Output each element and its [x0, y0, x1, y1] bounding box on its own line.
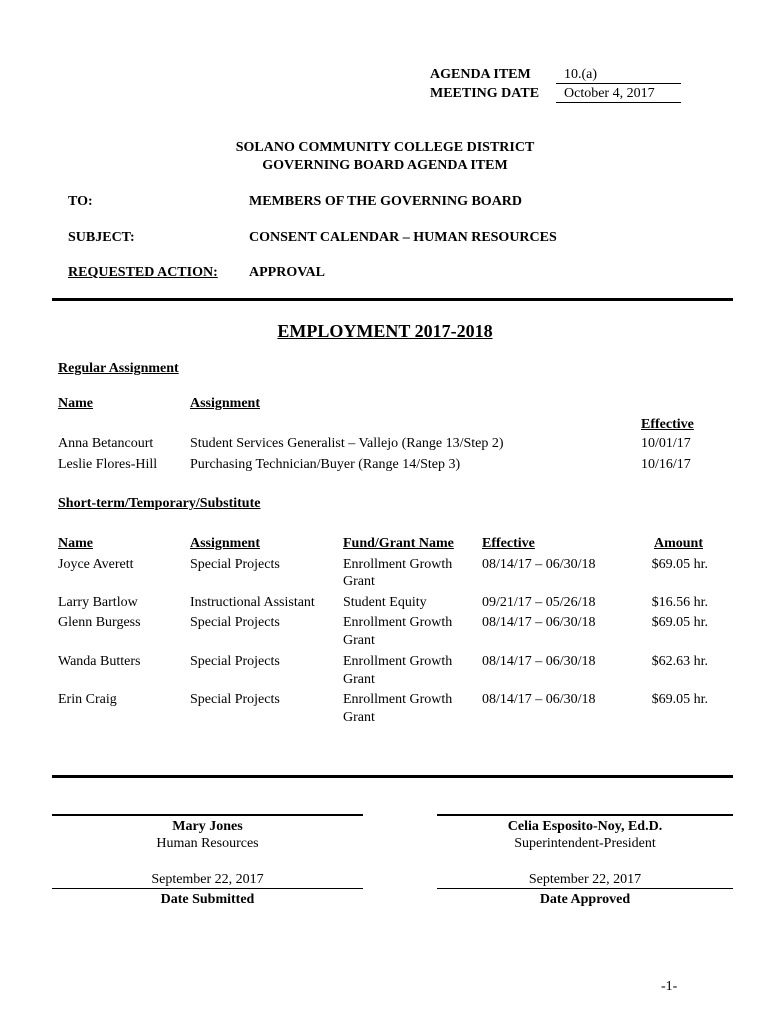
regular-row-assignment: Purchasing Technician/Buyer (Range 14/Step 3): [190, 457, 461, 472]
temp-row-name: Erin Craig: [58, 692, 117, 707]
approver-name: Celia Esposito-Noy, Ed.D.: [507, 819, 663, 834]
submitter-name: Mary Jones: [172, 819, 243, 834]
temp-row-fund-cont: Grant: [343, 574, 375, 589]
temp-row-amount: $62.63 hr.: [651, 654, 708, 669]
temp-row-effective: 09/21/17 – 05/26/18: [482, 595, 596, 610]
page-number: -1-: [661, 979, 678, 994]
subject-value: CONSENT CALENDAR – HUMAN RESOURCES: [249, 230, 557, 245]
temp-row-assignment: Special Projects: [190, 654, 280, 669]
date-submitted-label: Date Submitted: [160, 892, 255, 907]
regular-section-title: Regular Assignment: [58, 361, 179, 376]
temp-row-name: Larry Bartlow: [58, 595, 138, 610]
temp-row-effective: 08/14/17 – 06/30/18: [482, 692, 596, 707]
temp-row-amount: $69.05 hr.: [651, 557, 708, 572]
regular-row-name: Leslie Flores-Hill: [58, 457, 158, 472]
temp-row-fund: Enrollment Growth: [343, 654, 453, 669]
temp-row-assignment: Special Projects: [190, 557, 280, 572]
temp-row-assignment: Special Projects: [190, 692, 280, 707]
divider-top: [52, 298, 733, 301]
subject-label: SUBJECT:: [68, 230, 135, 245]
agenda-title: GOVERNING BOARD AGENDA ITEM: [262, 158, 508, 173]
signature-line-left: [52, 814, 363, 816]
agenda-item-label: AGENDA ITEM: [430, 67, 531, 82]
meeting-date-label: MEETING DATE: [430, 86, 540, 101]
regular-row-assignment: Student Services Generalist – Vallejo (Range 13/Step 2): [190, 436, 504, 451]
temp-header-name: Name: [58, 536, 93, 551]
temp-row-fund-cont: Grant: [343, 672, 375, 687]
temp-row-assignment: Instructional Assistant: [190, 595, 315, 610]
temp-row-effective: 08/14/17 – 06/30/18: [482, 615, 596, 630]
temp-header-effective: Effective: [482, 536, 535, 551]
temp-row-amount: $16.56 hr.: [651, 595, 708, 610]
temp-header-amount: Amount: [653, 536, 703, 551]
agenda-item-value: 10.(a): [556, 67, 681, 84]
temp-row-fund-cont: Grant: [343, 633, 375, 648]
employment-heading: EMPLOYMENT 2017-2018: [277, 321, 493, 341]
submitter-title: Human Resources: [156, 836, 259, 851]
date-approved-value: September 22, 2017: [528, 872, 642, 887]
temp-row-fund: Enrollment Growth: [343, 557, 453, 572]
regular-header-effective: Effective: [641, 417, 694, 432]
temp-row-name: Glenn Burgess: [58, 615, 141, 630]
temp-header-fund: Fund/Grant Name: [343, 536, 454, 551]
temp-row-fund: Enrollment Growth: [343, 692, 453, 707]
requested-action-label: REQUESTED ACTION:: [68, 265, 218, 280]
signature-line-right: [437, 814, 733, 816]
regular-header-name: Name: [58, 396, 93, 411]
temp-row-fund: Student Equity: [343, 595, 427, 610]
temp-row-name: Wanda Butters: [58, 654, 141, 669]
divider-bottom: [52, 775, 733, 778]
temp-row-name: Joyce Averett: [58, 557, 134, 572]
temp-row-effective: 08/14/17 – 06/30/18: [482, 557, 596, 572]
date-submitted-value: September 22, 2017: [151, 872, 264, 887]
temporary-section-title: Short-term/Temporary/Substitute: [58, 496, 261, 511]
date-line-right: [437, 888, 733, 889]
regular-row-effective: 10/16/17: [641, 457, 691, 472]
temp-row-fund: Enrollment Growth: [343, 615, 453, 630]
regular-header-assignment: Assignment: [190, 396, 261, 411]
to-value: MEMBERS OF THE GOVERNING BOARD: [249, 194, 523, 209]
temp-row-amount: $69.05 hr.: [651, 615, 708, 630]
district-title: SOLANO COMMUNITY COLLEGE DISTRICT: [235, 140, 535, 155]
date-approved-label: Date Approved: [539, 892, 631, 907]
temp-row-effective: 08/14/17 – 06/30/18: [482, 654, 596, 669]
regular-row-name: Anna Betancourt: [58, 436, 154, 451]
regular-row-effective: 10/01/17: [641, 436, 691, 451]
requested-action-value: APPROVAL: [249, 265, 325, 280]
date-line-left: [52, 888, 363, 889]
temp-header-assignment: Assignment: [190, 536, 261, 551]
temp-row-assignment: Special Projects: [190, 615, 280, 630]
temp-row-fund-cont: Grant: [343, 710, 375, 725]
to-label: TO:: [68, 194, 93, 209]
temp-row-amount: $69.05 hr.: [651, 692, 708, 707]
meeting-date-value: October 4, 2017: [556, 86, 681, 103]
approver-title: Superintendent-President: [514, 836, 656, 851]
